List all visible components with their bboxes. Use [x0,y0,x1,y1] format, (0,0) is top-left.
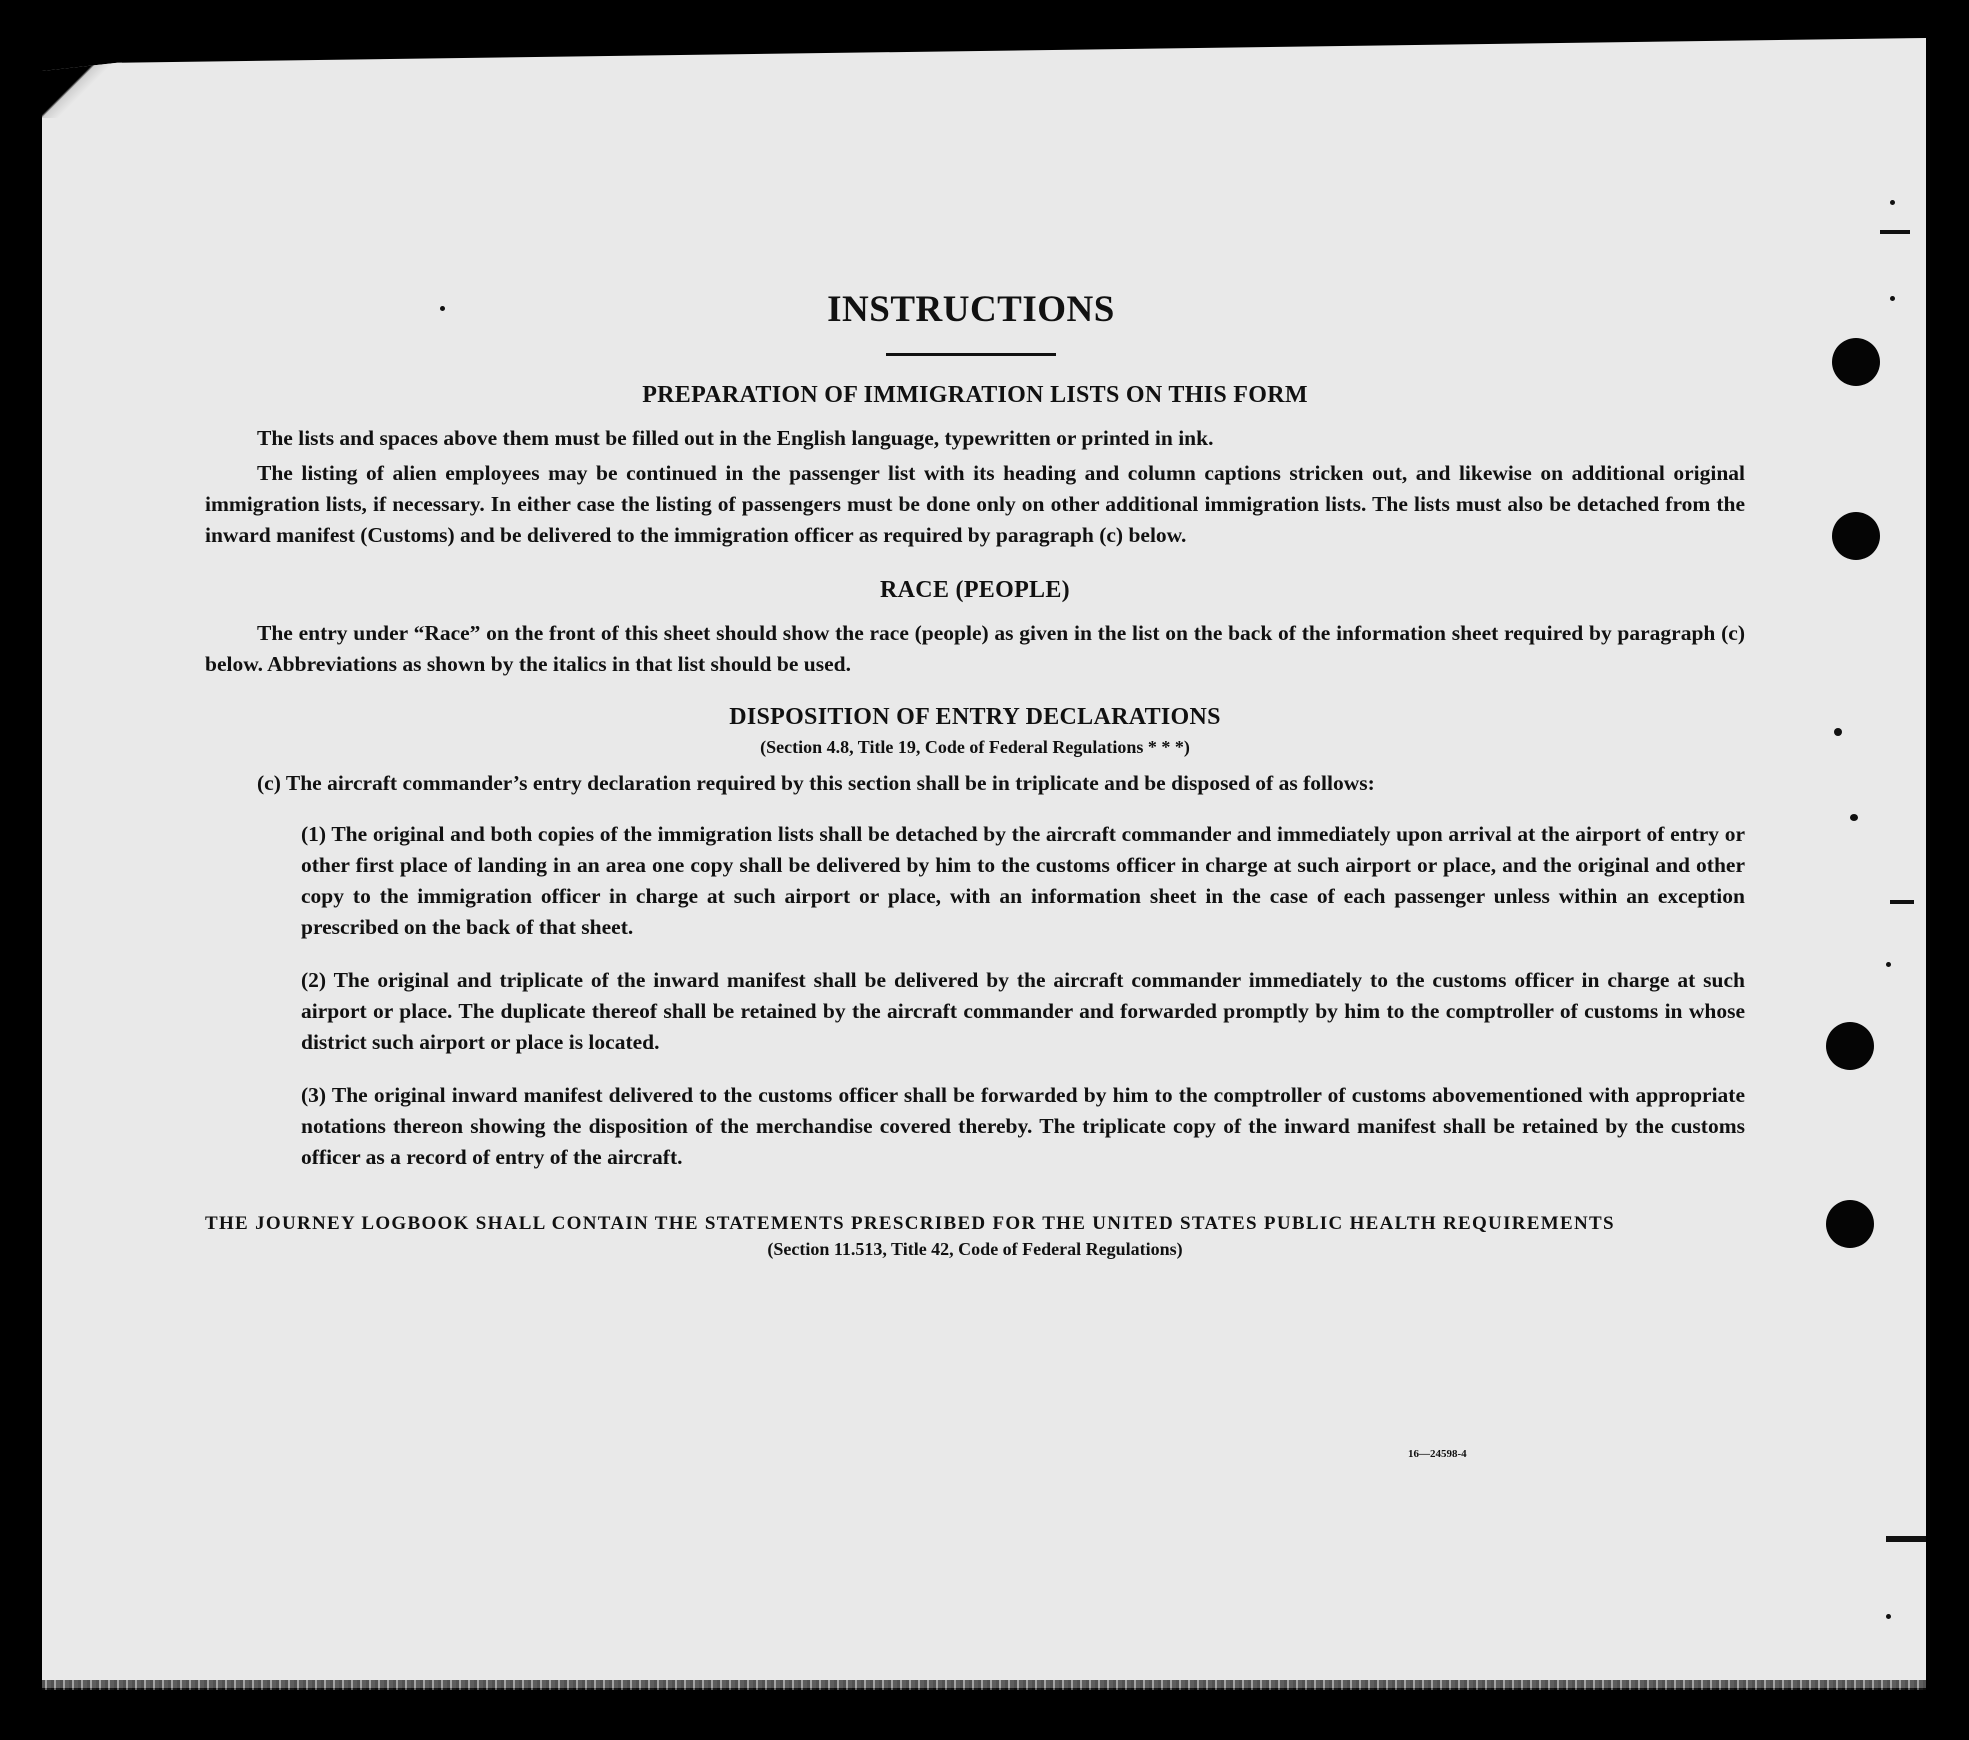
race-heading: RACE (PEOPLE) [880,577,1070,603]
binder-hole-4 [1826,1200,1874,1248]
binder-hole-2 [1832,512,1880,560]
edge-mark [1886,1536,1926,1542]
item-3-text: (3) The original inward manifest delivered to the customs officer shall be forwarded by him to the comptroller of customs abovementioned with appropriate notations thereon showing the disposition of the merchandise covered thereby. The triplicate copy of the inward manifest shall be retained by the customs officer as a record of entry of the aircraft. [301,1083,1745,1169]
item-2-text: (2) The original and triplicate of the inward manifest shall be delivered by the aircraft commander immediately to the customs officer in charge at such airport or place. The duplicate thereof shall be retained by the aircraft commander and forwarded promptly by him to the comptroller of customs in whose district such airport or place is located. [301,968,1745,1054]
race-paragraph: The entry under “Race” on the front of this sheet should show the race (people) as given in the list on the back of the information sheet required by paragraph (c) below. Abbreviations as shown by the italics in that list should be used. [205,621,1745,676]
disposition-item-3 [205,1080,1745,1173]
prep-paragraph-1: The lists and spaces above them must be filled out in the English language, typewritten or printed in ink. [257,426,1214,450]
bottom-edge [42,1680,1926,1690]
title-underline [886,353,1056,356]
speck [1890,296,1895,301]
speck [1890,200,1895,205]
speck [1886,962,1891,967]
form-number: 16—24598-4 [1408,1448,1467,1460]
health-requirements-citation: (Section 11.513, Title 42, Code of Federal Regulations) [767,1239,1183,1259]
binder-hole-3 [1826,1022,1874,1070]
edge-mark [1880,230,1910,234]
item-1-text: (1) The original and both copies of the immigration lists shall be detached by the aircraft commander and immediately upon arrival at the airport of entry or other first place of landing in an area one copy shall be delivered by him to the customs officer in charge at such airport or place, and the original and other copy to the immigration officer in charge at such airport or place, with an information sheet in the case of each passenger unless within an exception prescribed on the back of that sheet. [301,822,1745,939]
folded-corner [42,38,122,118]
disposition-item-2 [205,965,1745,1058]
speck [440,306,445,311]
disposition-heading: DISPOSITION OF ENTRY DECLARATIONS [729,704,1221,730]
health-requirements-caption: THE JOURNEY LOGBOOK SHALL CONTAIN THE STATEMENTS PRESCRIBED FOR THE UNITED STATES PUBLIC HEALTH REQUIREMENTS [205,1213,1615,1234]
speck [1886,1614,1891,1619]
instructions-content [205,288,1745,1260]
disposition-item-1 [205,819,1745,943]
disposition-paragraph-c: (c) The aircraft commander’s entry declaration required by this section shall be in triplicate and be disposed of as follows: [257,771,1375,795]
edge-mark [1890,900,1914,904]
prep-paragraph-2: The listing of alien employees may be continued in the passenger list with its heading and column captions stricken out, and likewise on additional original immigration lists, if necessary. In either case the listing of passengers must be done only on other additional immigration lists. The lists must also be detached from the inward manifest (Customs) and be delivered to the immigration officer as required by paragraph (c) below. [205,461,1745,547]
prep-heading: PREPARATION OF IMMIGRATION LISTS ON THIS FORM [642,382,1308,408]
disposition-citation: (Section 4.8, Title 19, Code of Federal Regulations * * *) [760,737,1190,757]
page-title: INSTRUCTIONS [827,289,1115,330]
speck [1834,728,1842,736]
speck [1850,814,1858,821]
binder-hole-1 [1832,338,1880,386]
